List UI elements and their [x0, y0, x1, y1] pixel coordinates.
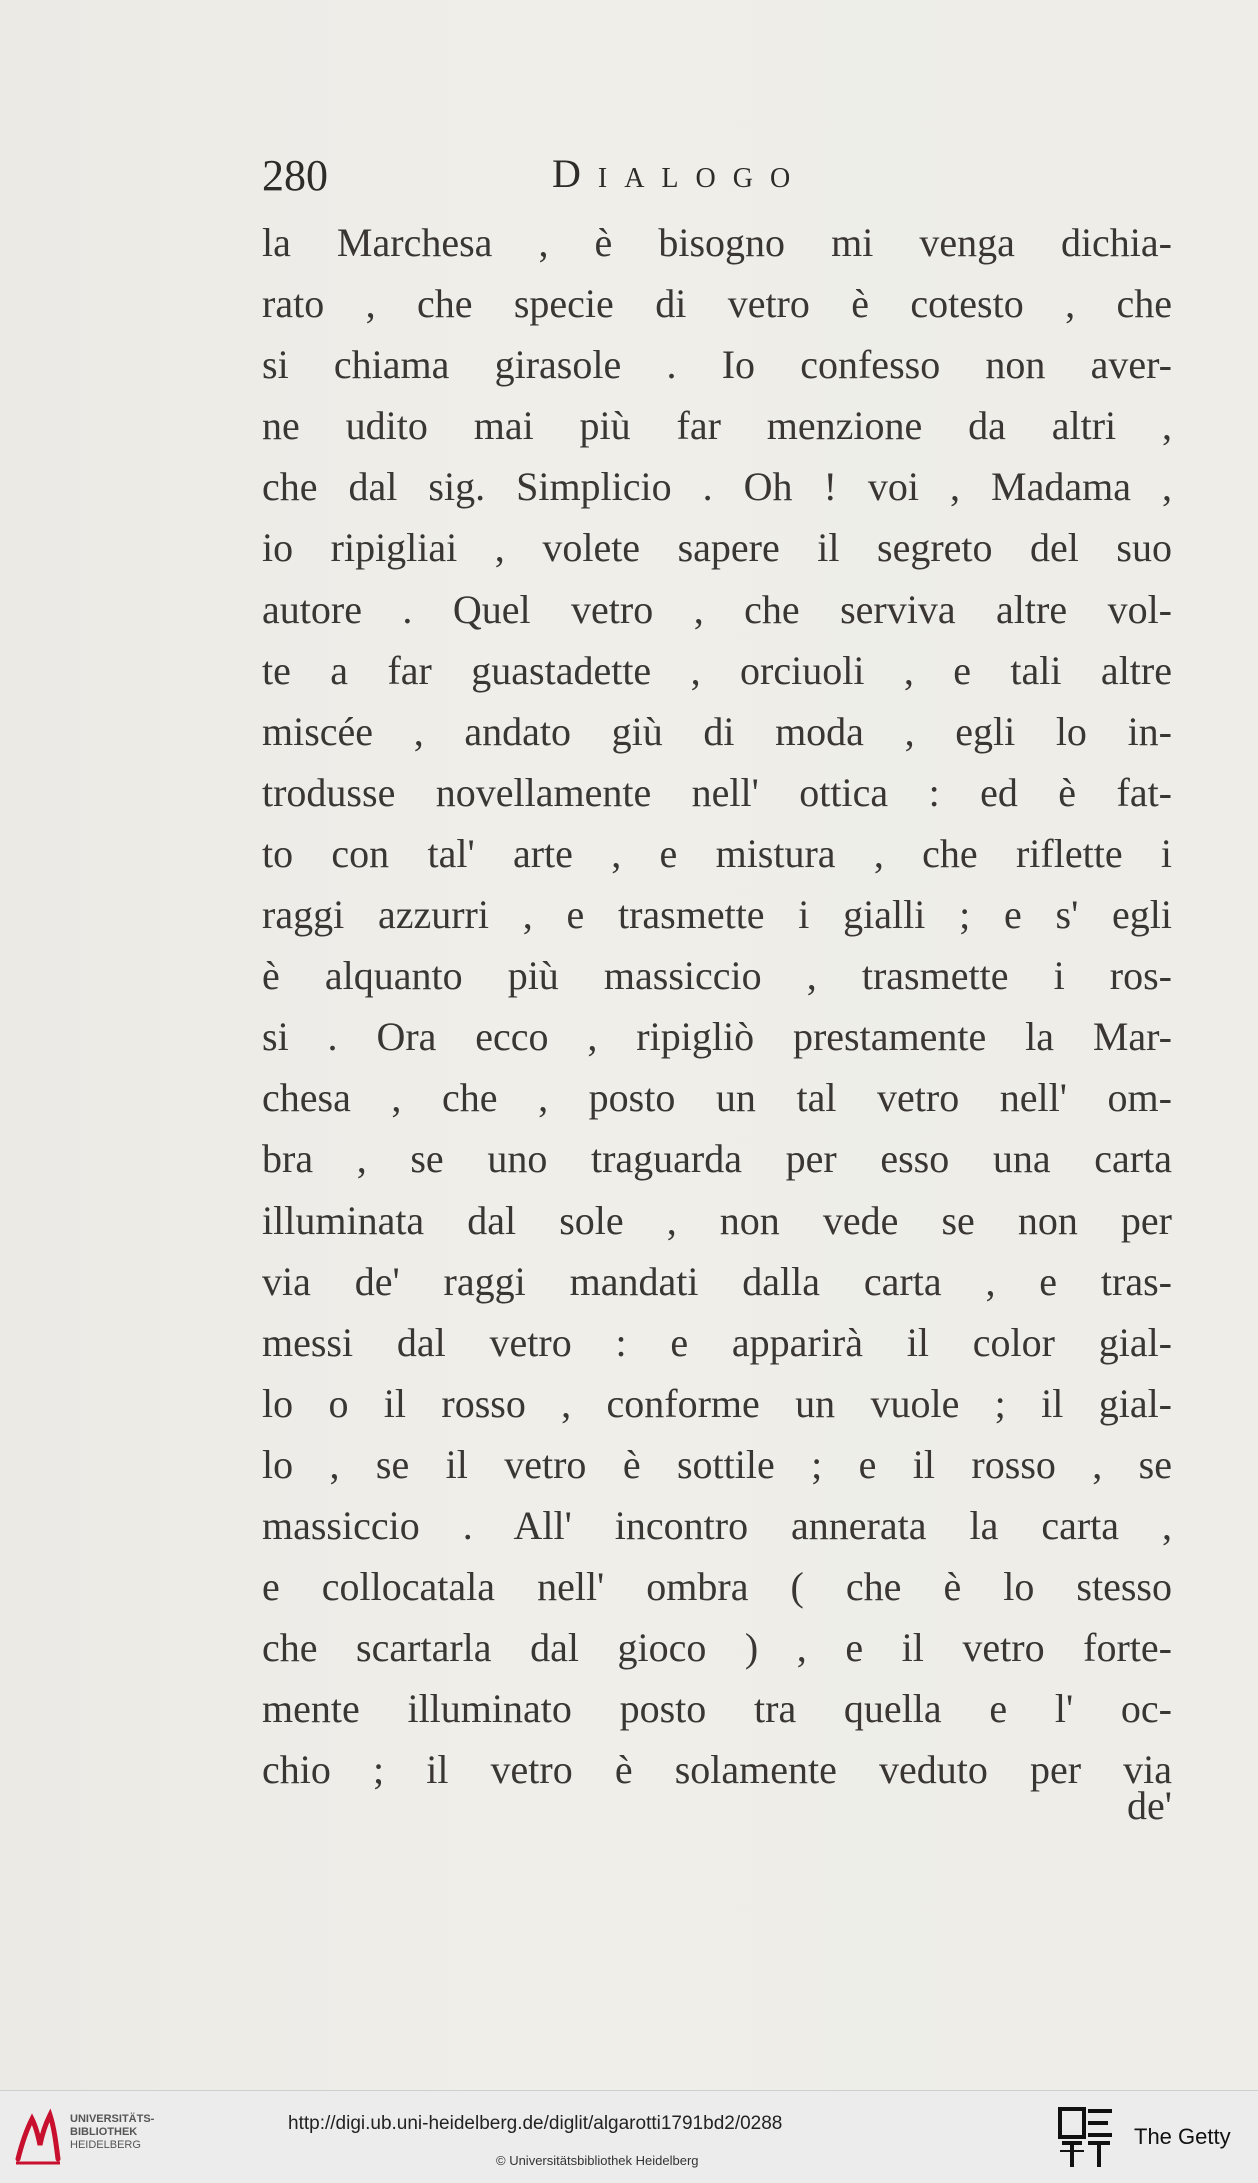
- text-line: messi dal vetro : e apparirà il color gial-: [262, 1319, 1172, 1365]
- text-line: io ripigliai , volete sapere il segreto del suo: [262, 525, 1172, 571]
- text-line: è alquanto più massiccio , trasmette i ros-: [262, 953, 1172, 999]
- text-line: via de' raggi mandati dalla carta , e tras-: [262, 1258, 1172, 1304]
- text-line: che dal sig. Simplicio . Oh ! voi , Madama ,: [262, 464, 1172, 510]
- text-line: lo , se il vetro è sottile ; e il rosso , se: [262, 1441, 1172, 1487]
- text-line: la Marchesa , è bisogno mi venga dichia-: [262, 220, 1172, 265]
- text-line: trodusse novellamente nell' ottica : ed è fat-: [262, 769, 1172, 815]
- text-line: rato , che specie di vetro è cotesto , che: [262, 281, 1172, 327]
- running-head: Dialogo: [552, 151, 808, 196]
- text-line: ne udito mai più far menzione da altri ,: [262, 403, 1172, 449]
- text-line: autore . Quel vetro , che serviva altre vol-: [262, 586, 1172, 632]
- text-line: bra , se uno traguarda per esso una carta: [262, 1136, 1172, 1182]
- library-name-line: BIBLIOTHEK: [70, 2126, 138, 2138]
- getty-label[interactable]: The Getty: [1134, 2124, 1231, 2149]
- text-line: raggi azzurri , e trasmette i gialli ; e s' egli: [262, 892, 1172, 938]
- text-line: si chiama girasole . Io confesso non aver-: [262, 342, 1172, 388]
- text-line: massiccio . All' incontro annerata la carta ,: [262, 1502, 1172, 1548]
- getty-logo-icon[interactable]: [1058, 2107, 1114, 2169]
- body-text: [262, 212, 1172, 1828]
- page-number: 280: [262, 151, 328, 200]
- text-line: si . Ora ecco , ripigliò prestamente la Mar-: [262, 1014, 1172, 1060]
- catchword: de': [1127, 1783, 1172, 1828]
- viewer-footer: [0, 2090, 1258, 2183]
- library-name-line: UNIVERSITÄTS-: [70, 2113, 155, 2125]
- text-line: e collocatala nell' ombra ( che è lo stesso: [262, 1564, 1172, 1610]
- copyright-notice: © Universitätsbibliothek Heidelberg: [496, 2153, 699, 2168]
- text-line: illuminata dal sole , non vede se non per: [262, 1197, 1172, 1243]
- text-line: to con tal' arte , e mistura , che riflette i: [262, 830, 1172, 876]
- page-header: [262, 150, 1172, 210]
- text-line: che scartarla dal gioco ) , e il vetro forte-: [262, 1625, 1172, 1671]
- library-name-line: HEIDELBERG: [70, 2139, 141, 2151]
- text-line: mente illuminato posto tra quella e l' oc-: [262, 1686, 1172, 1732]
- library-name: [70, 2113, 154, 2152]
- text-line: te a far guastadette , orciuoli , e tali altre: [262, 647, 1172, 693]
- permalink-url[interactable]: http://digi.ub.uni-heidelberg.de/diglit/algarotti1791bd2/0288: [288, 2113, 783, 2134]
- text-line: miscée , andato giù di moda , egli lo in-: [262, 708, 1172, 754]
- ub-heidelberg-logo-icon[interactable]: [12, 2105, 64, 2167]
- text-line: lo o il rosso , conforme un vuole ; il gial-: [262, 1380, 1172, 1426]
- text-line: chio ; il vetro è solamente veduto per via: [262, 1747, 1172, 1793]
- text-line: chesa , che , posto un tal vetro nell' om-: [262, 1075, 1172, 1121]
